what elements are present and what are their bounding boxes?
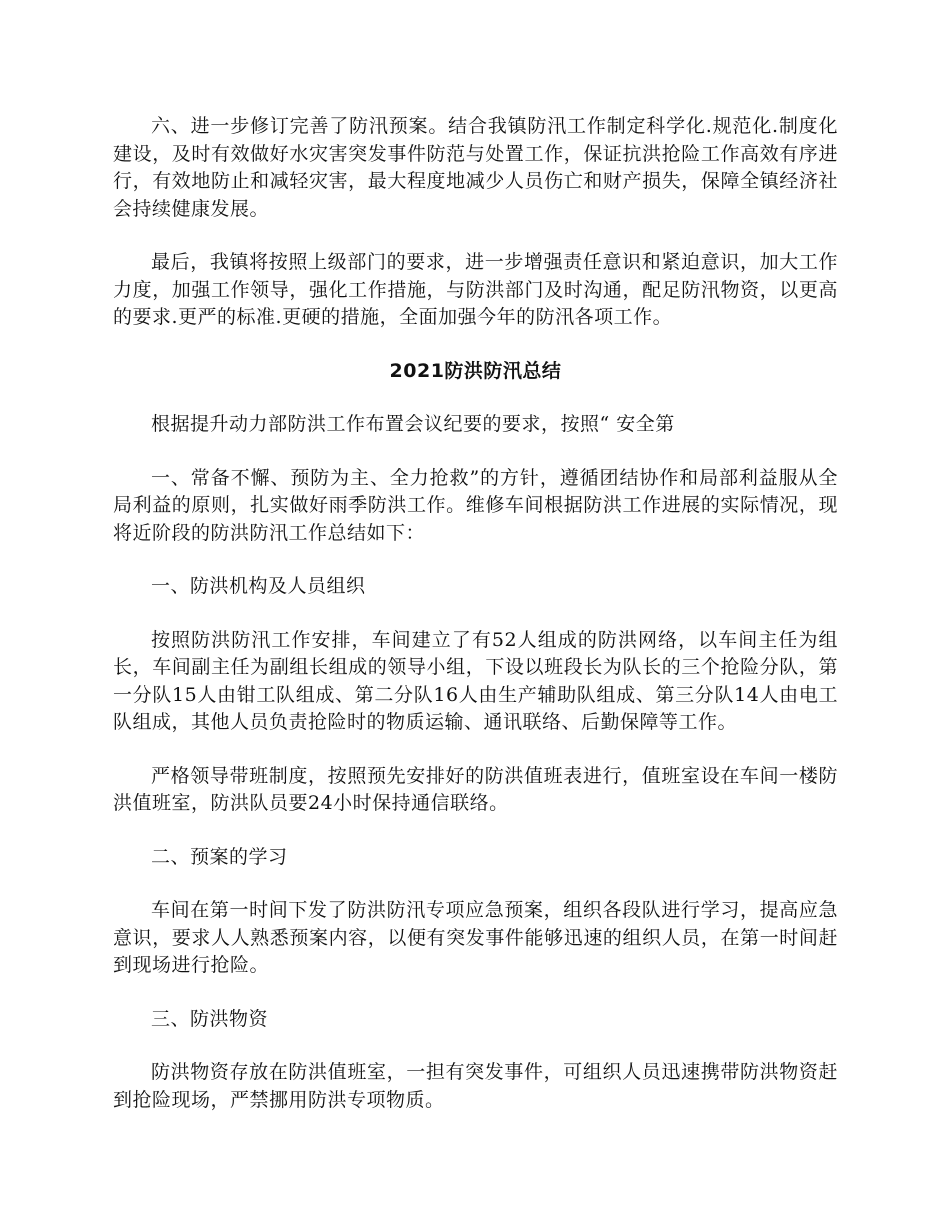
section-heading-plan-study: 二、预案的学习 [151,845,288,868]
document-body [113,113,838,1140]
intro-paragraph: 一、常备不懈、预防为主、全力抢救”的方针，遵循团结协作和局部利益服从全局利益的原则，扎实做好雨季防洪工作。维修车间根据防洪工作进展的实际情况，现将近阶段的防洪防汛工作总结如下： [113,466,838,544]
section-heading-materials: 三、防洪物资 [151,1007,269,1030]
section-heading-organization: 一、防洪机构及人员组织 [151,575,366,597]
intro-line: 根据提升动力部防洪工作布置会议纪要的要求，按照“ 安全第 [151,413,675,435]
paragraph-plan-study: 车间在第一时间下发了防洪防汛专项应急预案，组织各段队进行学习，提高应急意识，要求人人熟悉预案内容，以便有突发事件能够迅速的组织人员，在第一时间赶到现场进行抢险。 [113,899,838,976]
paragraph-flood-plan-revision: 六、进一步修订完善了防汛预案。结合我镇防汛工作制定科学化.规范化.制度化建设，及时有效做好水灾害突发事件防范与处置工作，保证抗洪抢险工作高效有序进行，有效地防止和减轻灾害，最大程度地减少人员伤亡和财产损失，保障全镇经济社会持续健康发展。 [113,115,838,220]
paragraph-closing-commitment: 最后，我镇将按照上级部门的要求，进一步增强责任意识和紧迫意识，加大工作力度，加强工作领导，强化工作措施，与防洪部门及时沟通，配足防汛物资，以更高的要求.更严的标准.更硬的措施，全面加强今年的防汛各项工作。 [113,251,838,328]
paragraph-materials: 防洪物资存放在防洪值班室，一担有突发事件，可组织人员迅速携带防洪物资赶到抢险现场，严禁挪用防洪专项物质。 [113,1061,838,1111]
document-title: 2021防洪防汛总结 [389,359,562,382]
paragraph-organization-network: 按照防洪防汛工作安排，车间建立了有52人组成的防洪网络，以车间主任为组长，车间副主任为副组长组成的领导小组，下设以班段长为队长的三个抢险分队，第一分队15人由钳工队组成、第二分队16人由生产辅助队组成、第三分队14人由电工队组成，其他人员负责抢险时的物质运输、通讯联络、后勤保障等工作。 [113,628,838,733]
paragraph-duty-system: 严格领导带班制度，按照预先安排好的防洪值班表进行，值班室设在车间一楼防洪值班室，防洪队员要24小时保持通信联络。 [113,764,838,814]
